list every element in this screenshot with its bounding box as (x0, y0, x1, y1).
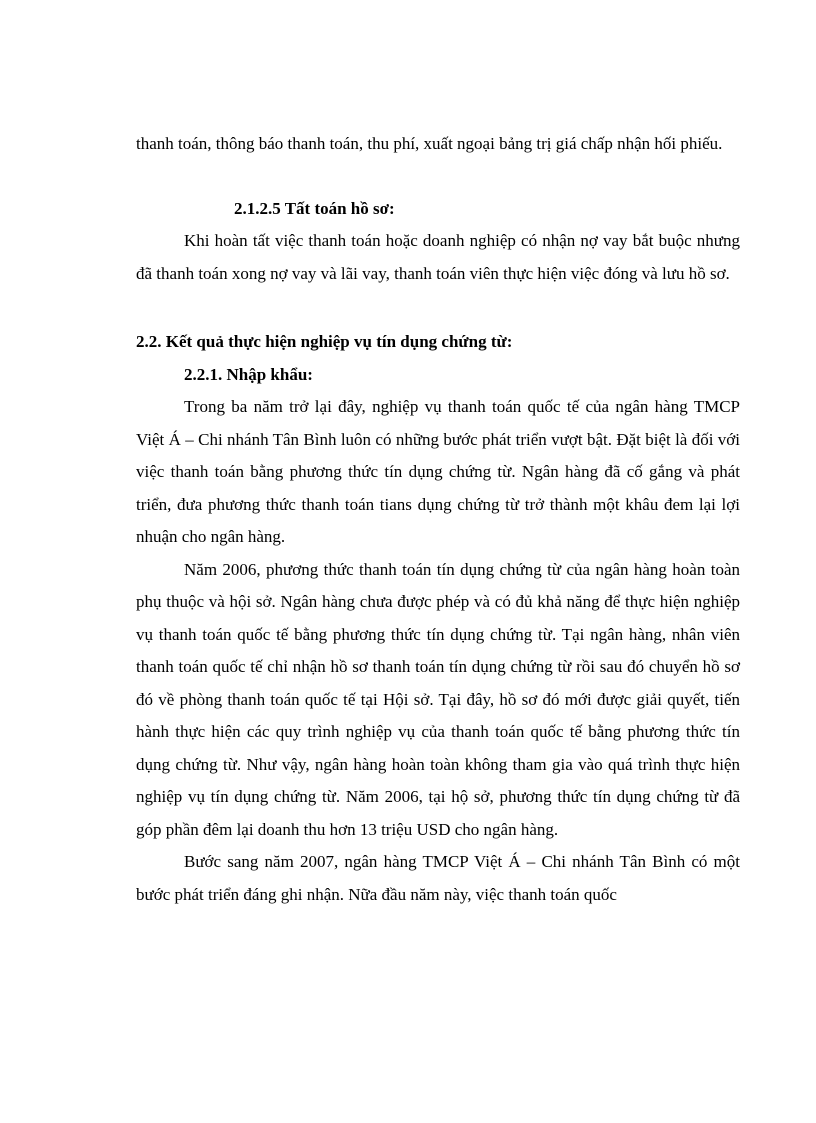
paragraph-continuation: thanh toán, thông báo thanh toán, thu phí, xuất ngoại bảng trị giá chấp nhận hối phiếu. (136, 134, 723, 153)
heading-2-2: 2.2. Kết quả thực hiện nghiệp vụ tín dụng chứng từ: (136, 332, 513, 351)
document-page (136, 128, 740, 911)
heading-2-1-2-5: 2.1.2.5 Tất toán hồ sơ: (234, 198, 395, 218)
heading-2-2-1: 2.2.1. Nhập khẩu: (184, 364, 313, 384)
paragraph-2-1-2-5: Khi hoàn tất việc thanh toán hoặc doanh nghiệp có nhận nợ vay bắt buộc nhưng đã thanh toán xong nợ vay và lãi vay, thanh toán viên thực hiện việc đóng và lưu hồ sơ. (136, 231, 740, 283)
paragraph-2: Năm 2006, phương thức thanh toán tín dụng chứng từ của ngân hàng hoàn toàn phụ thuộc và hội sở. Ngân hàng chưa được phép và có đủ khả năng để thực hiện nghiệp vụ thanh toán quốc tế bằng phương thức tín dụng chứng từ. Tại ngân hàng, nhân viên thanh toán quốc tế chỉ nhận hồ sơ thanh toán tín dụng chứng từ rồi sau đó chuyển hồ sơ đó về phòng thanh toán quốc tế tại Hội sở. Tại đây, hồ sơ đó mới được giải quyết, tiến hành thực hiện các quy trình nghiệp vụ của thanh toán quốc tế bằng phương thức tín dụng chứng từ. Như vậy, ngân hàng hoàn toàn không tham gia vào quá trình thực hiện nghiệp vụ tín dụng chứng từ. Năm 2006, tại hộ sở, phương thức tín dụng chứng từ đã góp phần đêm lại doanh thu hơn 13 triệu USD cho ngân hàng. (136, 559, 740, 839)
spacer (136, 290, 740, 326)
paragraph-3: Bước sang năm 2007, ngân hàng TMCP Việt Á – Chi nhánh Tân Bình có một bước phát triển đáng ghi nhận. Nữa đầu năm này, việc thanh toán quốc (136, 852, 740, 904)
paragraph-1: Trong ba năm trở lại đây, nghiệp vụ thanh toán quốc tế của ngân hàng TMCP Việt Á – Chi nhánh Tân Bình luôn có những bước phát triển vượt bật. Đặt biệt là đối với việc thanh toán bằng phương thức tín dụng chứng từ. Ngân hàng đã cố gắng và phát triển, đưa phương thức thanh toán tians dụng chứng từ trở thành một khâu đem lại lợi nhuận cho ngân hàng. (136, 397, 740, 546)
spacer (136, 161, 740, 193)
